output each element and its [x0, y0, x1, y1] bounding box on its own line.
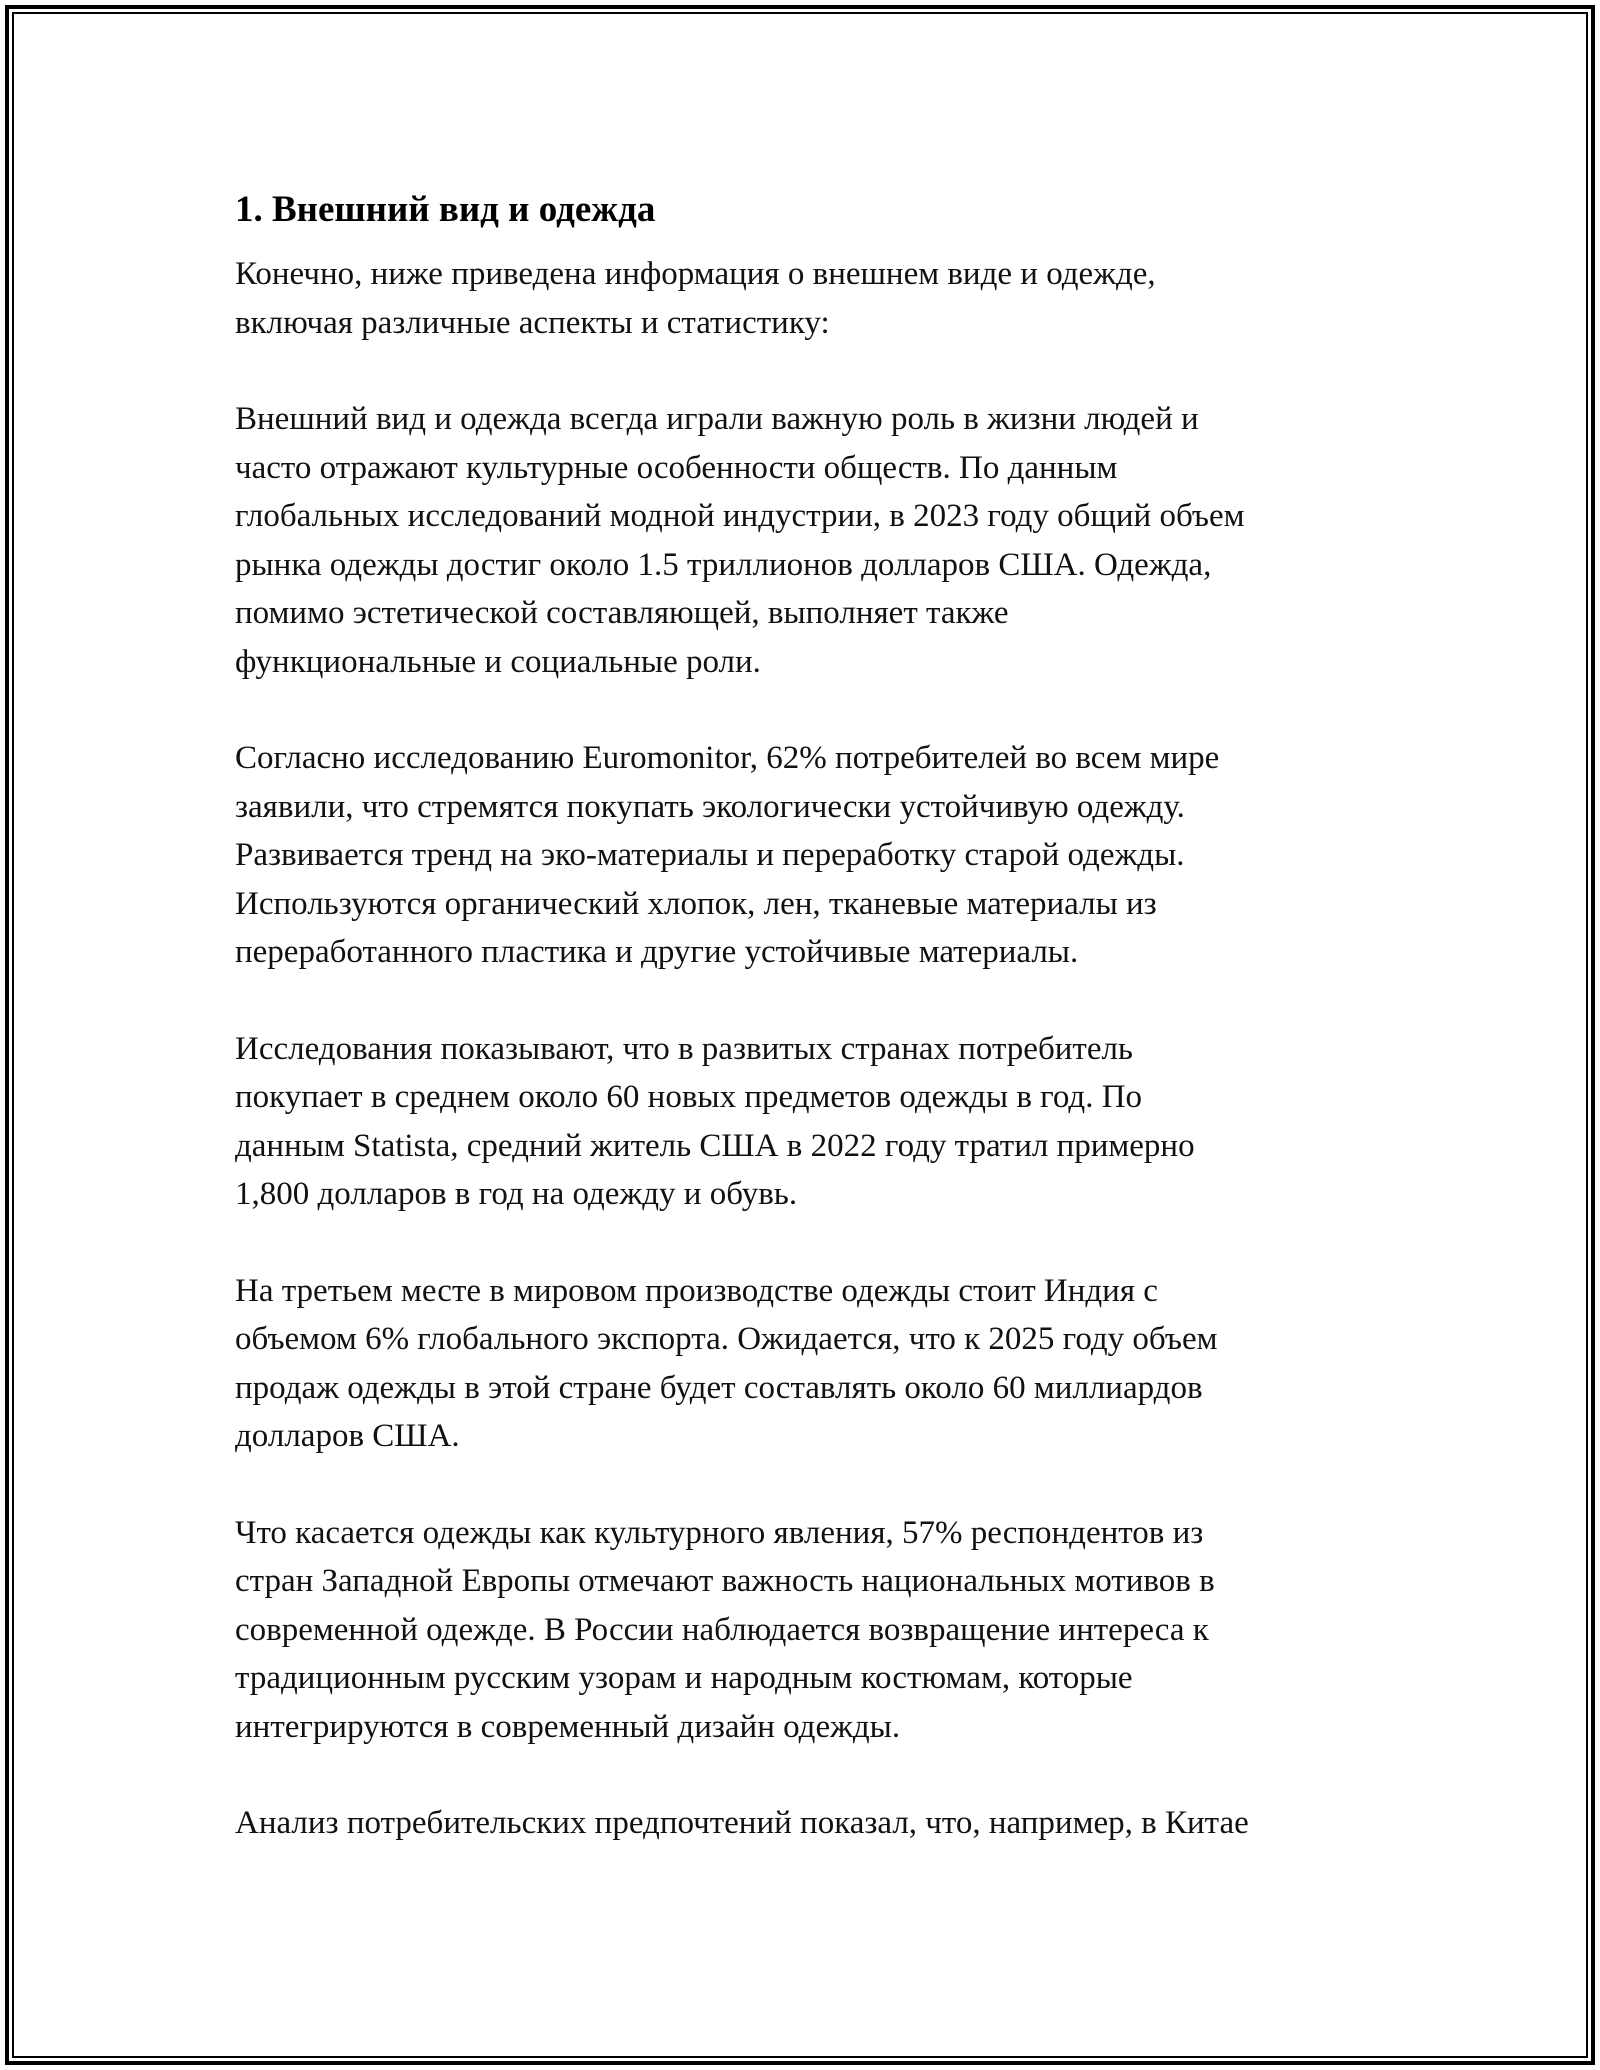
paragraph-line: Исследования показывают, что в развитых странах потребитель: [235, 1030, 1133, 1067]
paragraph-line: Развивается тренд на эко-материалы и переработку старой одежды.: [235, 837, 1185, 873]
paragraph-line: На третьем месте в мировом производстве одежды стоит Индия с: [235, 1272, 1158, 1309]
section-heading: 1. Внешний вид и одежда: [235, 189, 656, 230]
paragraph-line: Согласно исследованию Euromonitor, 62% потребителей во всем мире: [235, 740, 1220, 776]
paragraph-line: включая различные аспекты и статистику:: [235, 304, 830, 341]
paragraph-line: покупает в среднем около 60 новых предметов одежды в год. По: [235, 1079, 1143, 1115]
paragraph: [235, 395, 1385, 686]
paragraph-line: функциональные и социальные роли.: [235, 643, 761, 680]
paragraph-list: [235, 250, 1385, 1848]
paragraph: [235, 1267, 1385, 1461]
paragraph-line: Что касается одежды как культурного явления, 57% респондентов из: [235, 1514, 1204, 1551]
paragraph: [235, 1509, 1385, 1752]
paragraph: [235, 250, 1385, 347]
paragraph-line: рынка одежды достиг около 1.5 триллионов долларов США. Одежда,: [235, 546, 1212, 583]
paragraph-line: глобальных исследований модной индустрии, в 2023 году общий объем: [235, 498, 1245, 534]
paragraph-line: переработанного пластика и другие устойчивые материалы.: [235, 934, 1079, 970]
paragraph-line: заявили, что стремятся покупать экологически устойчивую одежду.: [235, 788, 1185, 825]
paragraph-line: 1,800 долларов в год на одежду и обувь.: [235, 1176, 798, 1212]
paragraph-line: долларов США.: [235, 1418, 460, 1454]
document-body: [235, 186, 1385, 1896]
paragraph-line: продаж одежды в этой стране будет составлять около 60 миллиардов: [235, 1369, 1203, 1406]
paragraph-line: Анализ потребительских предпочтений показал, что, например, в Китае: [235, 1805, 1249, 1841]
paragraph-line: традиционным русским узорам и народным костюмам, которые: [235, 1660, 1133, 1696]
paragraph-line: часто отражают культурные особенности обществ. По данным: [235, 449, 1118, 486]
paragraph-line: современной одежде. В России наблюдается возвращение интереса к: [235, 1611, 1209, 1648]
paragraph: [235, 1025, 1385, 1219]
paragraph-line: стран Западной Европы отмечают важность национальных мотивов в: [235, 1563, 1215, 1599]
paragraph-line: помимо эстетической составляющей, выполняет также: [235, 595, 1009, 631]
paragraph: [235, 1799, 1385, 1848]
paragraph-line: данным Statista, средний житель США в 2022 году тратил примерно: [235, 1127, 1195, 1164]
paragraph-line: Внешний вид и одежда всегда играли важную роль в жизни людей и: [235, 401, 1199, 437]
paragraph-line: интегрируются в современный дизайн одежды.: [235, 1708, 901, 1745]
paragraph-line: объемом 6% глобального экспорта. Ожидается, что к 2025 году объем: [235, 1321, 1218, 1357]
paragraph-line: Используются органический хлопок, лен, тканевые материалы из: [235, 885, 1157, 922]
paragraph: [235, 734, 1385, 977]
paragraph-line: Конечно, ниже приведена информация о внешнем виде и одежде,: [235, 256, 1156, 292]
